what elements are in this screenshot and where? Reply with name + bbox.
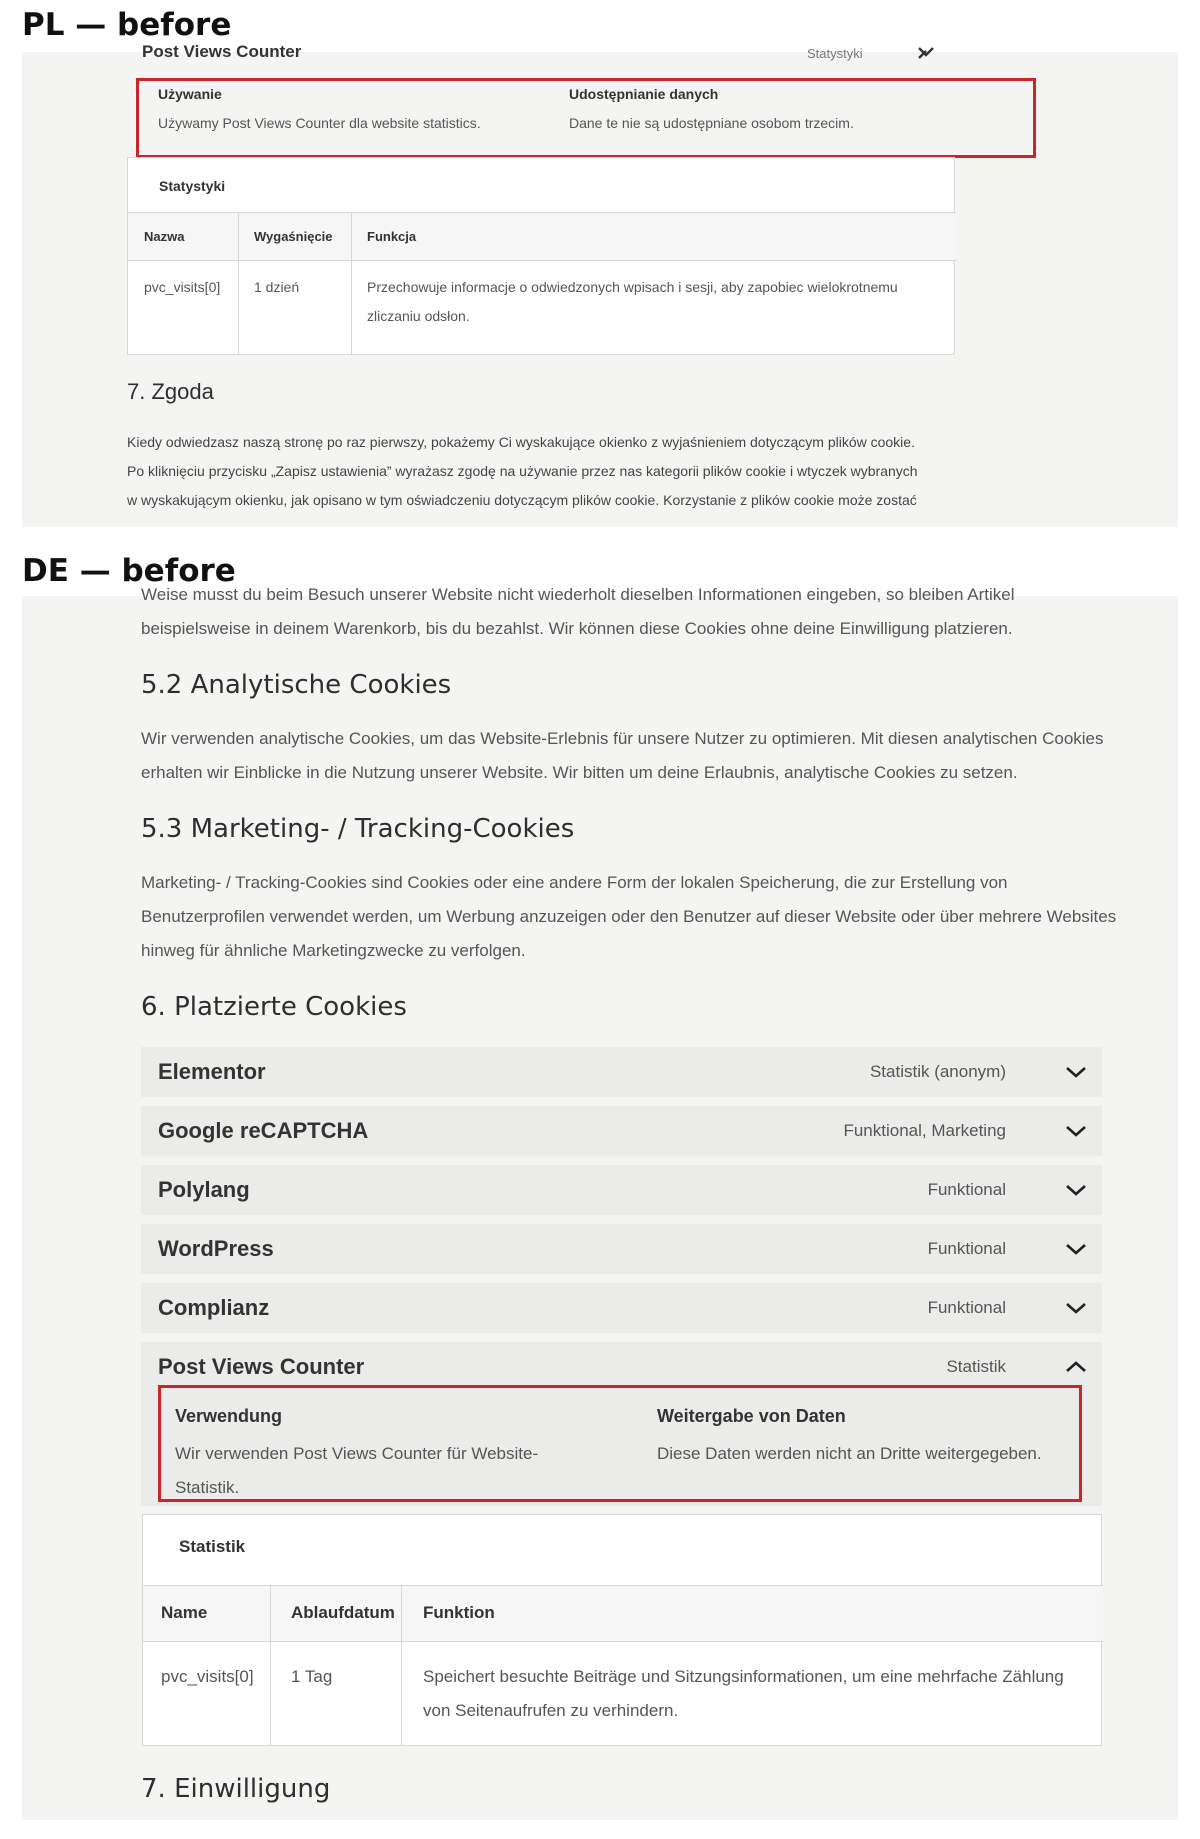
de-intro-paragraph — [141, 578, 1141, 646]
pl-cell-cookie: pvc_visits[0] — [144, 279, 221, 295]
accordion-item-category: Statistik (anonym) — [869, 1062, 1006, 1081]
pl-section-label: PL — before — [22, 7, 232, 43]
pl-cell-expiry: 1 dzień — [254, 279, 300, 295]
de-cookie-table — [142, 1514, 1102, 1746]
accordion-item-name: Google reCAPTCHA — [158, 1118, 369, 1143]
de-analytics-paragraph — [141, 722, 1141, 790]
de-usage-title: Verwendung — [175, 1406, 283, 1426]
de-marketing-line: Benutzerprofilen verwendet werden, um Werbung anzuzeigen oder den Benutzer auf dieser Website oder über mehrere Websites — [141, 907, 1117, 926]
chevron-down-icon[interactable] — [1064, 1296, 1088, 1320]
pl-paragraph-line: Kiedy odwiedzasz naszą stronę po raz pierwszy, pokażemy Ci wyskakujące okienko z wyjaśnieniem dotyczącym plików cookie. — [127, 434, 915, 450]
de-screenshot-panel — [22, 585, 1178, 1820]
de-heading-marketing: 5.3 Marketing- / Tracking-Cookies — [141, 814, 575, 844]
de-intro-line: Weise musst du beim Besuch unserer Website nicht wiederholt dieselben Informationen eingeben, so bleiben Artikel — [141, 585, 1015, 604]
accordion-item-category: Funktional — [927, 1180, 1006, 1199]
de-heading-placed-cookies: 6. Platzierte Cookies — [141, 992, 407, 1022]
pl-header-function: Funkcja — [367, 229, 417, 244]
chevron-down-icon[interactable] — [1064, 1178, 1088, 1202]
de-header-expiry: Ablaufdatum — [291, 1603, 395, 1622]
de-header-function: Funktion — [423, 1603, 495, 1622]
de-section-label: DE — before — [22, 553, 236, 589]
pl-sharing-text: Dane te nie są udostępniane osobom trzecim. — [569, 115, 854, 131]
accordion-item-name: Complianz — [158, 1295, 270, 1320]
pl-cookie-table — [127, 157, 955, 355]
accordion-item-name: Post Views Counter — [158, 1354, 365, 1379]
de-intro-line: beispielsweise in deinem Warenkorb, bis du bezahlst. Wir können diese Cookies ohne deine Einwilligung platzieren. — [141, 619, 1013, 638]
de-usage-line: Statistik. — [175, 1478, 240, 1497]
de-table-caption: Statistik — [179, 1537, 246, 1556]
de-cell-expiry: 1 Tag — [291, 1667, 333, 1686]
pl-usage-title: Używanie — [158, 86, 222, 102]
accordion-item-name: Polylang — [158, 1177, 250, 1202]
chevron-down-icon[interactable] — [1064, 1060, 1088, 1084]
close-icon[interactable] — [917, 46, 935, 60]
de-heading-analytics: 5.2 Analytische Cookies — [141, 670, 452, 700]
pl-paragraph — [127, 428, 1087, 515]
pl-paragraph-line: w wyskakującym okienku, jak opisano w tym oświadczeniu dotyczącym plików cookie. Korzystanie z plików cookie może zostać — [127, 492, 917, 508]
de-marketing-paragraph — [141, 866, 1151, 968]
accordion-item-elementor[interactable] — [141, 1047, 1102, 1097]
de-analytics-line: Wir verwenden analytische Cookies, um das Website-Erlebnis für unsere Nutzer zu optimieren. Mit diesen analytischen Cookies — [141, 729, 1104, 748]
accordion-item-complianz[interactable] — [141, 1283, 1102, 1333]
pl-table-caption: Statystyki — [159, 178, 226, 194]
accordion-item-category: Funktional, Marketing — [843, 1121, 1006, 1140]
de-cell-function — [423, 1660, 1093, 1728]
pl-header-expiry: Wygaśnięcie — [254, 229, 333, 244]
de-usage-line: Wir verwenden Post Views Counter für Website- — [175, 1444, 539, 1463]
de-cell-function-line: Speichert besuchte Beiträge und Sitzungsinformationen, um eine mehrfache Zählung — [423, 1667, 1064, 1686]
accordion-item-google-recaptcha[interactable] — [141, 1106, 1102, 1156]
pl-screenshot-panel — [22, 42, 1178, 527]
pl-accordion-category: Statystyki — [807, 46, 863, 61]
pl-highlight-box — [136, 78, 1036, 158]
de-cell-cookie: pvc_visits[0] — [161, 1667, 254, 1686]
de-analytics-line: erhalten wir Einblicke in die Nutzung unserer Website. Wir bitten um deine Erlaubnis, analytische Cookies zu setzen. — [141, 763, 1018, 782]
accordion-item-wordpress[interactable] — [141, 1224, 1102, 1274]
accordion-item-category: Funktional — [927, 1298, 1006, 1317]
de-sharing-title: Weitergabe von Daten — [657, 1406, 846, 1426]
accordion-item-name: WordPress — [158, 1236, 274, 1261]
accordion-item-polylang[interactable] — [141, 1165, 1102, 1215]
de-sharing-text: Diese Daten werden nicht an Dritte weitergegeben. — [657, 1444, 1042, 1463]
chevron-down-icon[interactable] — [1064, 1237, 1088, 1261]
chevron-up-icon[interactable] — [1064, 1355, 1088, 1379]
pl-paragraph-line: Po kliknięciu przycisku „Zapisz ustawienia” wyrażasz zgodę na używanie przez nas kategorii plików cookie i wtyczek wybranych — [127, 463, 918, 479]
pl-accordion-title[interactable]: Post Views Counter — [142, 42, 302, 61]
de-marketing-line: hinweg für ähnliche Marketingzwecke zu verfolgen. — [141, 941, 526, 960]
de-cell-function-line: von Seitenaufrufen zu verhindern. — [423, 1701, 679, 1720]
pl-cell-function: Przechowuje informacje o odwiedzonych wpisach i sesji, aby zapobiec wielokrotnemu zliczaniu odsłon. — [367, 279, 898, 324]
chevron-down-icon[interactable] — [1064, 1119, 1088, 1143]
accordion-item-category: Statistik — [946, 1357, 1006, 1376]
pl-section-title: 7. Zgoda — [127, 379, 214, 404]
de-header-name: Name — [161, 1603, 208, 1622]
pl-usage-text: Używamy Post Views Counter dla website statistics. — [158, 115, 481, 131]
pl-header-name: Nazwa — [144, 229, 185, 244]
de-highlight-box — [158, 1385, 1082, 1502]
accordion-item-name: Elementor — [158, 1059, 266, 1084]
de-heading-consent: 7. Einwilligung — [141, 1774, 331, 1804]
de-marketing-line: Marketing- / Tracking-Cookies sind Cookies oder eine andere Form der lokalen Speicherung, die zur Erstellung von — [141, 873, 1008, 892]
pl-sharing-title: Udostępnianie danych — [569, 86, 719, 102]
accordion-item-post-views-counter[interactable] — [141, 1342, 1102, 1388]
accordion-item-category: Funktional — [927, 1239, 1006, 1258]
